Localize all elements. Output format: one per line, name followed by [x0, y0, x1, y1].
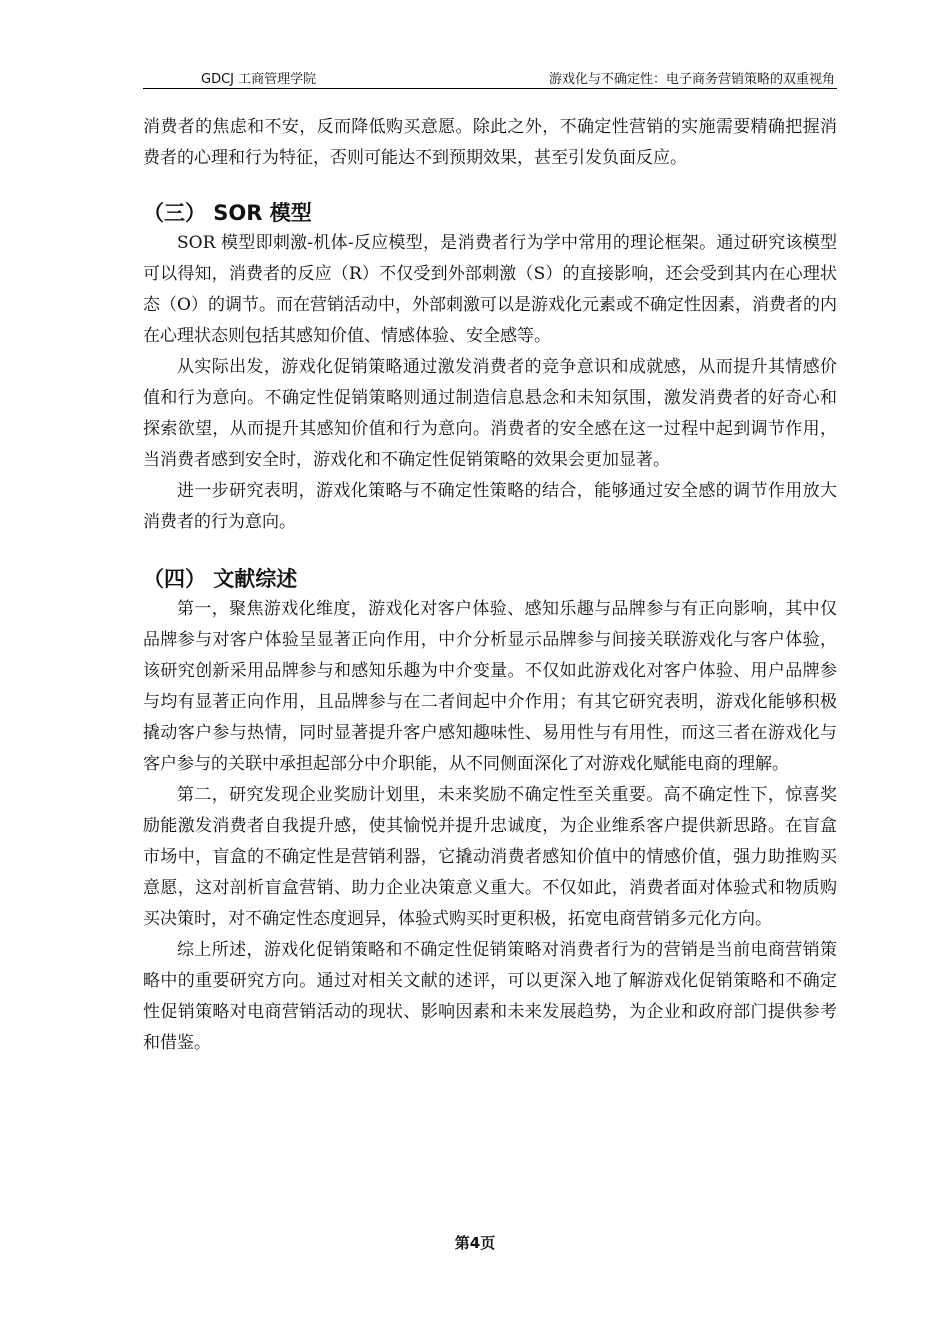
header-paper-title: 游戏化与不确定性：电子商务营销策略的双重视角: [548, 72, 835, 87]
header-school-name: GDCJ 工商管理学院: [201, 72, 317, 87]
section-heading-sor-model: （三） SOR 模型: [143, 201, 312, 225]
page-number: 第4页: [454, 1234, 496, 1252]
paragraph-sor-practice: 从实际出发，游戏化促销策略通过激发消费者的竞争意识和成就感，从而提升其情感价值和行为意向。不确定性促销策略则通过制造信息悬念和未知氛围，激发消费者的好奇心和探索欲望，从而提升其感知价值和行为意向。消费者的安全感在这一过程中起到调节作用，当消费者感到安全时，游戏化和不确定性促销策略的效果会更加显著。: [143, 357, 837, 470]
paragraph-review-summary: 综上所述，游戏化促销策略和不确定性促销策略对消费者行为的营销是当前电商营销策略中的重要研究方向。通过对相关文献的述评，可以更深入地了解游戏化促销策略和不确定性促销策略对电商营销活动的现状、影响因素和未来发展趋势，为企业和政府部门提供参考和借鉴。: [143, 940, 837, 1053]
page-header: [143, 64, 837, 89]
paragraph-review-second: 第二，研究发现企业奖励计划里，未来奖励不确定性至关重要。高不确定性下，惊喜奖励能激发消费者自我提升感，使其愉悦并提升忠诚度，为企业维系客户提供新思路。在盲盒市场中，盲盒的不确定性是营销利器，它撬动消费者感知价值中的情感价值，强力助推购买意愿，这对剖析盲盒营销、助力企业决策意义重大。不仅如此，消费者面对体验式和物质购买决策时，对不确定性态度迥异，体验式购买时更积极，拓宽电商营销多元化方向。: [143, 785, 837, 929]
section-heading-literature-review: （四） 文献综述: [143, 567, 298, 591]
paragraph-sor-definition: SOR 模型即刺激-机体-反应模型，是消费者行为学中常用的理论框架。通过研究该模型可以得知，消费者的反应（R）不仅受到外部刺激（S）的直接影响，还会受到其内在心理状态（O）的调节。而在营销活动中，外部刺激可以是游戏化元素或不确定性因素，消费者的内在心理状态则包括其感知价值、情感体验、安全感等。: [143, 233, 837, 346]
paragraph-review-first: 第一，聚焦游戏化维度，游戏化对客户体验、感知乐趣与品牌参与有正向影响，其中仅品牌参与对客户体验呈显著正向作用，中介分析显示品牌参与间接关联游戏化与客户体验，该研究创新采用品牌参与和感知乐趣为中介变量。不仅如此游戏化对客户体验、用户品牌参与均有显著正向作用，且品牌参与在二者间起中介作用；有其它研究表明，游戏化能够积极撬动客户参与热情，同时显著提升客户感知趣味性、易用性与有用性，而这三者在游戏化与客户参与的关联中承担起部分中介职能，从不同侧面深化了对游戏化赋能电商的理解。: [143, 599, 837, 774]
document-body: [143, 112, 837, 1059]
paragraph-sor-further: 进一步研究表明，游戏化策略与不确定性策略的结合，能够通过安全感的调节作用放大消费者的行为意向。: [143, 481, 837, 532]
paragraph-continued: 消费者的焦虑和不安，反而降低购买意愿。除此之外，不确定性营销的实施需要精确把握消费者的心理和行为特征，否则可能达不到预期效果，甚至引发负面反应。: [143, 117, 837, 168]
